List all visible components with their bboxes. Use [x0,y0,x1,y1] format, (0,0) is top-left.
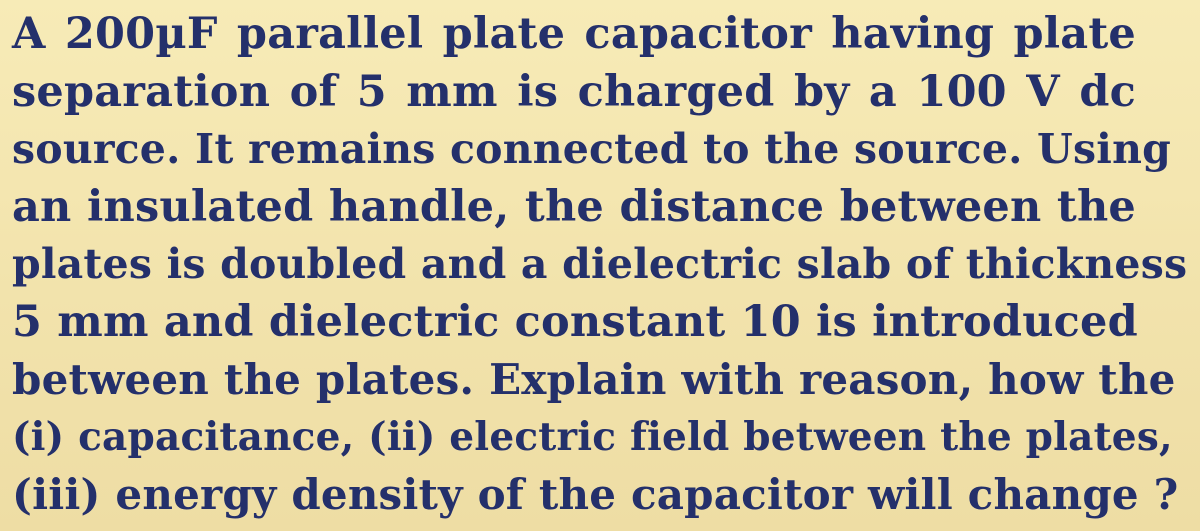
question-line-2: separation of 5 mm is charged by a 100 V dc [12,66,1136,117]
question-line-1: A 200µF parallel plate capacitor having plate [12,9,1136,59]
question-text [12,6,1192,524]
question-line-9: (iii) energy density of the capacitor will change ? [12,470,1179,519]
question-line-4: an insulated handle, the distance between the [12,181,1136,232]
question-line-6: 5 mm and dielectric constant 10 is introduced [12,296,1138,347]
question-line-8: (i) capacitance, (ii) electric field between the plates, [12,413,1173,460]
question-line-5: plates is doubled and a dielectric slab of thickness [12,240,1188,288]
question-line-7: between the plates. Explain with reason, how the [12,355,1176,404]
question-line-3: source. It remains connected to the source. Using [12,125,1171,173]
